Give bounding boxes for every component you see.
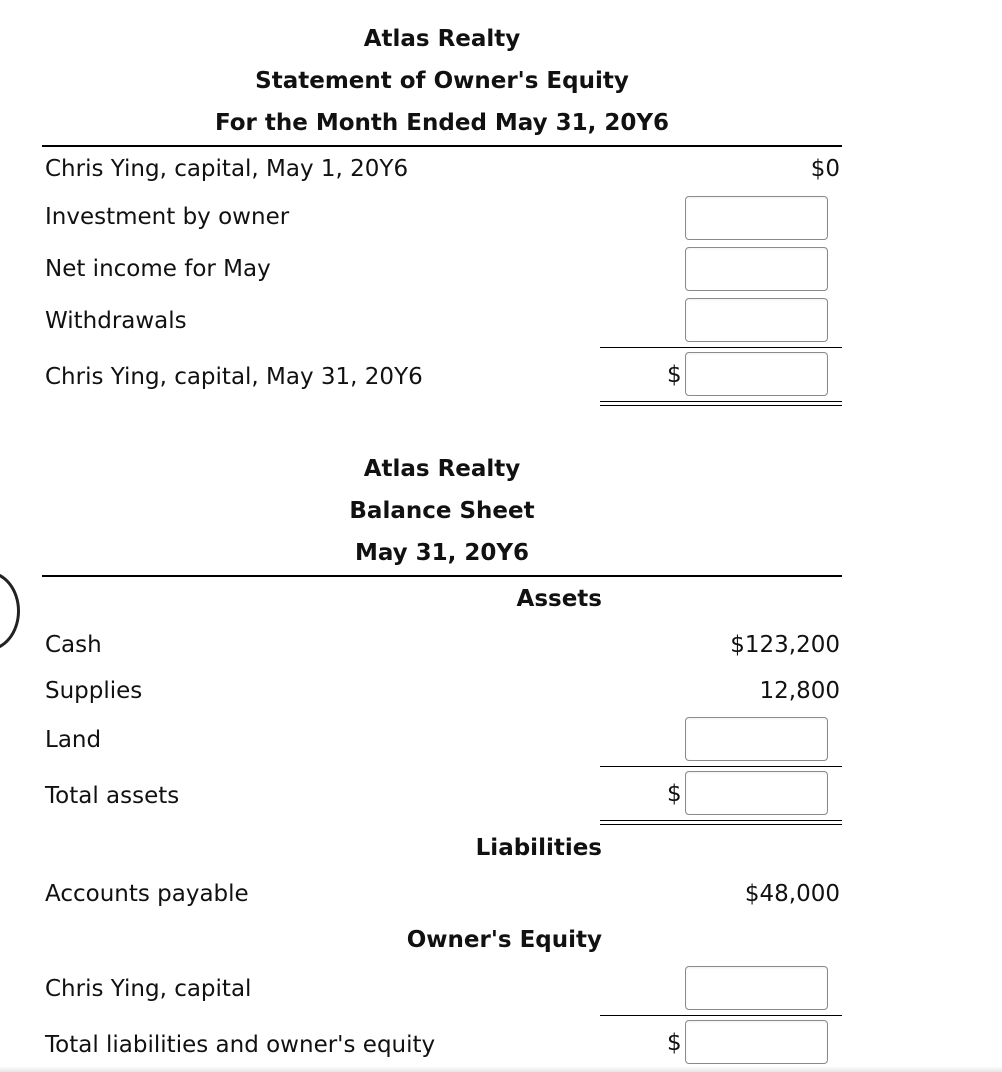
owners-equity-heading: Owner's Equity (406, 927, 602, 953)
total-liabilities-equity-label: Total liabilities and owner's equity (45, 1032, 436, 1058)
double-rule-top (600, 401, 842, 402)
header-divider (42, 145, 842, 147)
total-assets-input[interactable] (685, 771, 828, 815)
capital-ending-label: Chris Ying, capital, May 31, 20Y6 (45, 364, 423, 390)
balance-sheet-date: May 31, 20Y6 (354, 540, 530, 566)
accounts-payable-label: Accounts payable (45, 881, 249, 907)
withdrawals-input[interactable] (685, 298, 828, 342)
balance-header-divider (42, 575, 842, 577)
capital-beginning-amount: $0 (810, 156, 840, 182)
page-bottom-edge (0, 1066, 1002, 1072)
balance-sheet-title: Balance Sheet (349, 498, 535, 524)
capital-ending-input[interactable] (685, 352, 828, 396)
total-liabilities-equity-currency: $ (667, 1030, 682, 1056)
investment-label: Investment by owner (45, 204, 290, 230)
land-input[interactable] (685, 717, 828, 761)
assets-double-rule-top (600, 820, 842, 821)
assets-subtotal-rule (600, 766, 842, 767)
assets-double-rule-bottom (600, 824, 842, 825)
withdrawals-label: Withdrawals (45, 308, 187, 334)
capital-ending-currency: $ (667, 362, 682, 388)
equity-subtotal-rule (600, 1015, 842, 1016)
equity-statement-period: For the Month Ended May 31, 20Y6 (214, 110, 670, 136)
capital-label: Chris Ying, capital (45, 976, 252, 1002)
cash-amount: $123,200 (730, 632, 840, 658)
assets-heading: Assets (516, 586, 602, 612)
total-liabilities-equity-input[interactable] (685, 1020, 828, 1064)
capital-input[interactable] (685, 966, 828, 1010)
investment-input[interactable] (685, 196, 828, 240)
supplies-label: Supplies (45, 678, 143, 704)
net-income-input[interactable] (685, 247, 828, 291)
supplies-amount: 12,800 (759, 678, 840, 704)
balance-company-name: Atlas Realty (363, 456, 521, 482)
equity-company-name: Atlas Realty (363, 26, 521, 52)
net-income-label: Net income for May (45, 256, 271, 282)
equity-statement-title: Statement of Owner's Equity (255, 68, 629, 94)
double-rule-bottom (600, 405, 842, 406)
scroll-indicator-circle (0, 571, 20, 651)
land-label: Land (45, 727, 102, 753)
capital-beginning-label: Chris Ying, capital, May 1, 20Y6 (45, 156, 409, 182)
accounts-payable-amount: $48,000 (744, 881, 840, 907)
total-assets-label: Total assets (45, 783, 180, 809)
total-assets-currency: $ (667, 781, 682, 807)
liabilities-heading: Liabilities (475, 835, 602, 861)
subtotal-rule (600, 347, 842, 348)
cash-label: Cash (45, 632, 102, 658)
